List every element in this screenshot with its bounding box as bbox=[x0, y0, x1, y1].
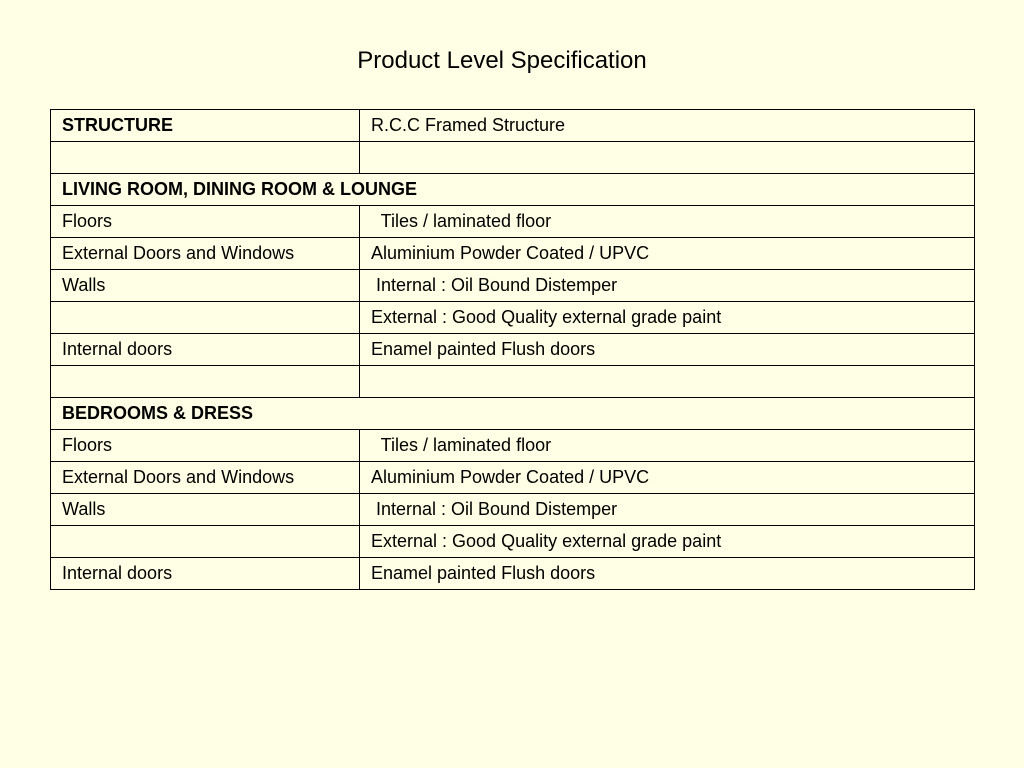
table-row bbox=[51, 334, 975, 366]
item-label-cell: External Doors and Windows bbox=[51, 462, 360, 494]
item-value-cell: Internal : Oil Bound Distemper bbox=[360, 270, 975, 302]
item-label-cell bbox=[51, 366, 360, 398]
table-row bbox=[51, 142, 975, 174]
table-row bbox=[51, 302, 975, 334]
item-label-cell: Floors bbox=[51, 206, 360, 238]
table-row bbox=[51, 494, 975, 526]
item-label-cell bbox=[51, 302, 360, 334]
table-row bbox=[51, 558, 975, 590]
table-row bbox=[51, 206, 975, 238]
item-label-cell: Floors bbox=[51, 430, 360, 462]
specification-table-body bbox=[51, 110, 975, 590]
item-value-cell: Aluminium Powder Coated / UPVC bbox=[360, 238, 975, 270]
item-value-cell: Aluminium Powder Coated / UPVC bbox=[360, 462, 975, 494]
table-row bbox=[51, 526, 975, 558]
table-row bbox=[51, 270, 975, 302]
table-row bbox=[51, 110, 975, 142]
item-label-cell: External Doors and Windows bbox=[51, 238, 360, 270]
table-row bbox=[51, 462, 975, 494]
item-value-cell: Internal : Oil Bound Distemper bbox=[360, 494, 975, 526]
page-title: Product Level Specification bbox=[357, 47, 647, 74]
table-row bbox=[51, 430, 975, 462]
item-value-cell: External : Good Quality external grade paint bbox=[360, 526, 975, 558]
item-label-cell: Walls bbox=[51, 494, 360, 526]
item-label-cell: Internal doors bbox=[51, 558, 360, 590]
table-row bbox=[51, 366, 975, 398]
section-heading: LIVING ROOM, DINING ROOM & LOUNGE bbox=[51, 174, 975, 206]
item-value-cell: Enamel painted Flush doors bbox=[360, 334, 975, 366]
section-header-row bbox=[51, 174, 975, 206]
item-value-cell: Enamel painted Flush doors bbox=[360, 558, 975, 590]
item-label-cell: Internal doors bbox=[51, 334, 360, 366]
item-label-cell: Walls bbox=[51, 270, 360, 302]
item-value-cell bbox=[360, 142, 975, 174]
section-heading: BEDROOMS & DRESS bbox=[51, 398, 975, 430]
item-value-cell: R.C.C Framed Structure bbox=[360, 110, 975, 142]
item-value-cell bbox=[360, 366, 975, 398]
item-value-cell: External : Good Quality external grade paint bbox=[360, 302, 975, 334]
item-value-cell: Tiles / laminated floor bbox=[360, 430, 975, 462]
item-value-cell: Tiles / laminated floor bbox=[360, 206, 975, 238]
item-label-cell bbox=[51, 526, 360, 558]
table-row bbox=[51, 238, 975, 270]
section-header-row bbox=[51, 398, 975, 430]
item-label-cell bbox=[51, 142, 360, 174]
specification-table bbox=[50, 109, 975, 590]
item-label-cell: STRUCTURE bbox=[51, 110, 360, 142]
